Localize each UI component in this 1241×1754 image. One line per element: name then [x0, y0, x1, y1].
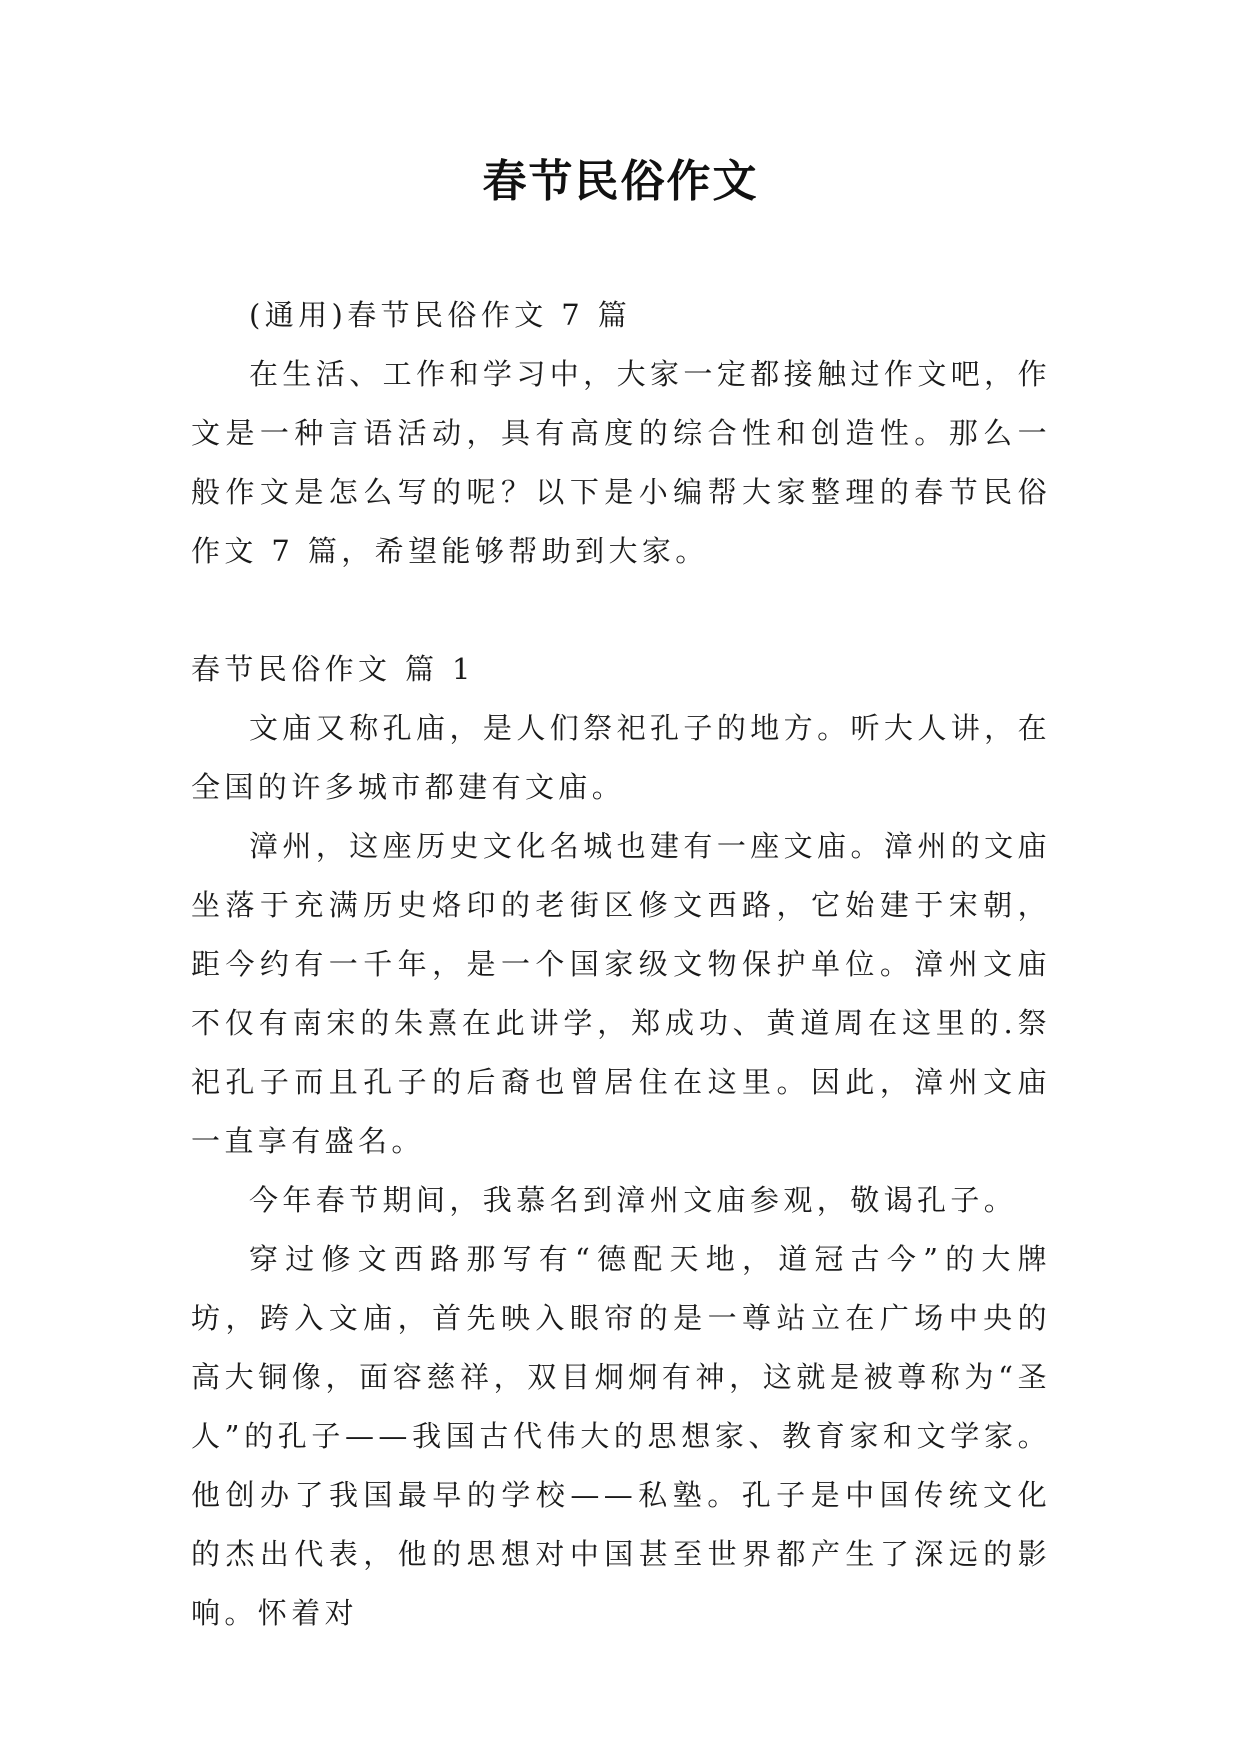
body-paragraph-3: 今年春节期间，我慕名到漳州文庙参观，敬谒孔子。 [249, 1183, 1018, 1217]
body-paragraph-4: 穿过修文西路那写有“德配天地，道冠古今”的大牌坊，跨入文庙，首先映入眼帘的是一尊站立在广场中央的高大铜像，面容慈祥，双目炯炯有神，这就是被尊称为“圣人”的孔子——我国古代伟大的思想家、教育家和文学家。他创办了我国最早的学校——私塾。孔子是中国传统文化的杰出代表，他的思想对中国甚至世界都产生了深远的影响。怀着对 [191, 1242, 1051, 1630]
document-body [191, 286, 1051, 1643]
body-paragraph-1: 文庙又称孔庙，是人们祭祀孔子的地方。听大人讲，在全国的许多城市都建有文庙。 [191, 711, 1051, 804]
paragraph-gap [191, 581, 1051, 640]
document-title: 春节民俗作文 [482, 156, 759, 207]
intro-paragraph: 在生活、工作和学习中，大家一定都接触过作文吧，作文是一种言语活动，具有高度的综合性和创造性。那么一般作文是怎么写的呢？以下是小编帮大家整理的春节民俗作文 7 篇，希望能够帮助到大家。 [191, 357, 1051, 568]
document-subtitle: (通用)春节民俗作文 7 篇 [249, 298, 632, 332]
body-paragraph-2: 漳州，这座历史文化名城也建有一座文庙。漳州的文庙坐落于充满历史烙印的老街区修文西路，它始建于宋朝，距今约有一千年，是一个国家级文物保护单位。漳州文庙不仅有南宋的朱熹在此讲学，郑成功、黄道周在这里的.祭祀孔子而且孔子的后裔也曾居住在这里。因此，漳州文庙一直享有盛名。 [191, 829, 1051, 1158]
section-heading: 春节民俗作文 篇 1 [191, 652, 475, 686]
